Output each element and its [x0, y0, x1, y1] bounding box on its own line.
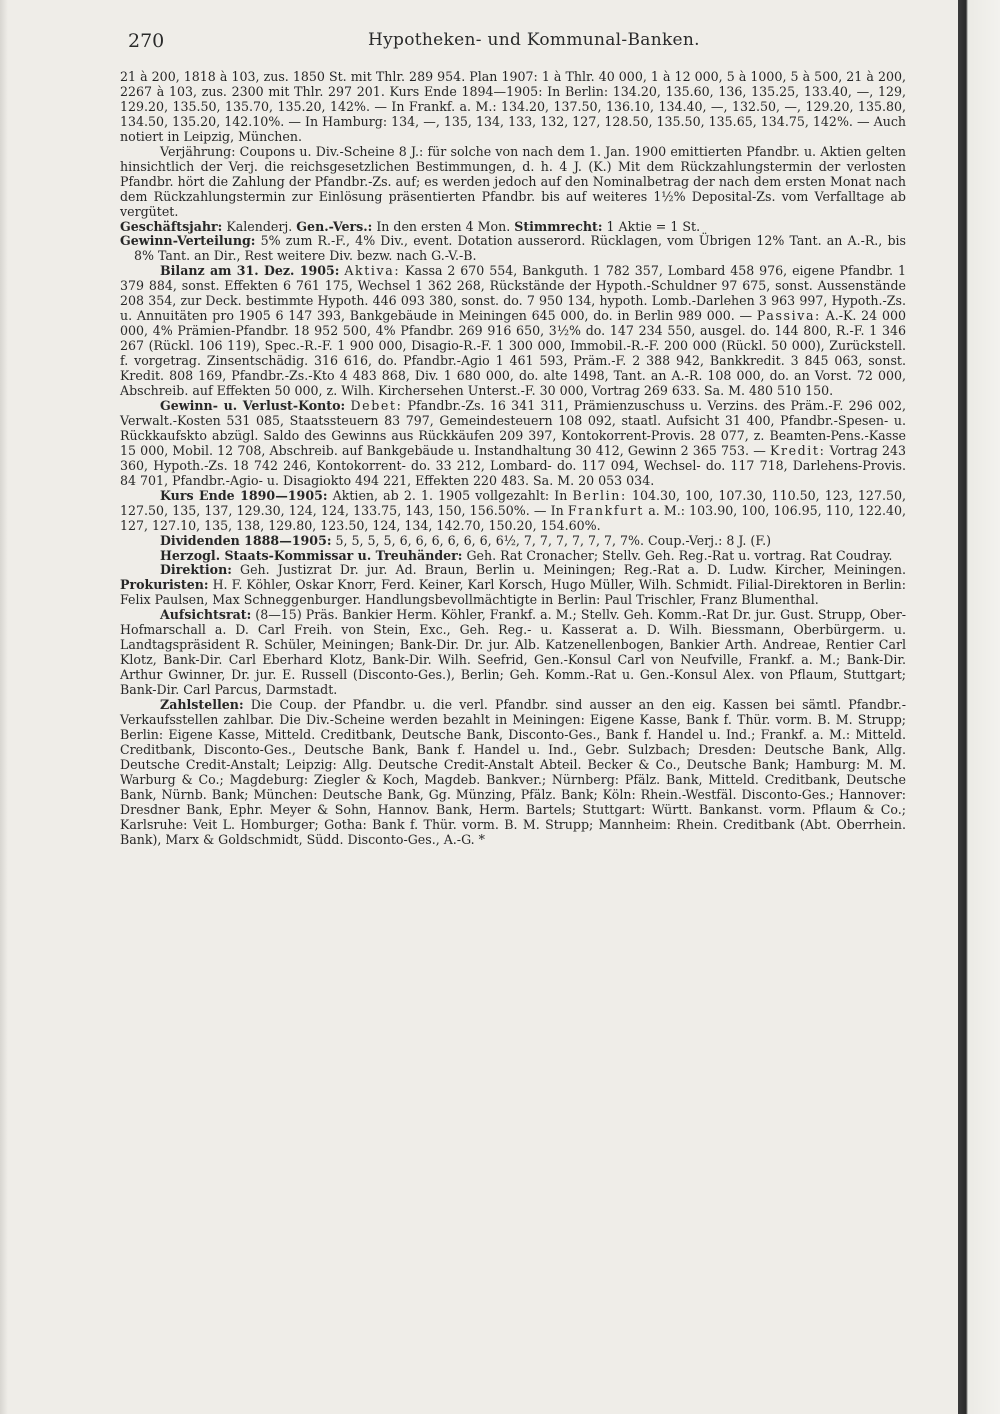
geschaeftsjahr-label: Geschäftsjahr:	[120, 218, 223, 234]
aufsichtsrat-entry	[120, 608, 906, 698]
book-spine-edge	[958, 0, 1000, 1414]
passiva-text: A.-K. 24 000 000, 4% Prämien-Pfandbr. 18 952 500, 4% Pfandbr. 269 916 650, 3½% do. 147 234 550, ausgel. do. 144 800, R.-F. 1 346 267 (Rückl. 106 119), Spec.-R.-F. 1 900 000, Disagio-R.-F. 1 300 000, Immobil.-R.-F. 200 000 (Rückl. 50 000), Zurückstell. f. vorgetrag. Zinsentschädig. 316 616, do. Pfandbr.-Agio 1 461 593, Präm.-F. 2 388 942, Bankkredit. 3 845 063, sonst. Kredit. 808 169, Pfandbr.-Zs.-Kto 4 483 868, Div. 1 680 000, do. alte 1498, Tant. an A.-R. 108 000, do. an Vorst. 72 000, Abschreib. auf Effekten 50 000, z. Wilh. Kirchersehen Unterst.-F. 30 000, Vortrag 269 633. Sa. M. 480 510 150.	[120, 308, 906, 399]
aktiva-label: Aktiva:	[344, 263, 401, 279]
direktion-label: Direktion:	[160, 562, 232, 578]
kurs-text-b: 104.30, 100, 107.30, 110.50, 123, 127.50, 127.50, 135, 137, 129.30, 124, 124, 133.75, 143, 150, 156.50%. — In	[120, 487, 906, 518]
gewinnverteilung-label: Gewinn-Verteilung:	[120, 233, 256, 249]
kurs-text-a: Aktien, ab 2. 1. 1905 vollgezahlt: In	[327, 487, 573, 503]
kommissar-text: Geh. Rat Cronacher; Stellv. Geh. Reg.-Rat u. vortrag. Rat Coudray.	[462, 547, 893, 563]
stimmrecht-label: Stimmrecht:	[514, 218, 603, 234]
direktion-entry	[120, 563, 906, 608]
kredit-text: Vortrag 243 360, Hypoth.-Zs. 18 742 246, Kontokorrent- do. 33 212, Lombard- do. 117 094, Wechsel- do. 117 718, Darlehens-Provis. 84 701, Pfandbr.-Agio- u. Disagiokto 494 221, Effekten 220 483. Sa. M. 20 053 034.	[120, 442, 906, 488]
kommissar-label: Herzogl. Staats-Kommissar u. Treuhänder:	[160, 547, 463, 563]
debet-label: Debet:	[350, 397, 403, 413]
passiva-label: Passiva:	[756, 308, 821, 324]
verjaehrung-paragraph: Verjährung: Coupons u. Div.-Scheine 8 J.: für solche von nach dem 1. Jan. 1900 emittierten Pfandbr. u. Aktien gelten hinsichtlich der Verj. die reichsgesetzlichen Bestimmungen, d. h. 4 J. (K.) Mit dem Rückzahlungstermin der verlosten Pfandbr. hört die Zahlung der Pfandbr.-Zs. auf; es werden jedoch auf den Nominalbetrag der nach dem ersten Monat nach dem Rückzahlungstermin zur Einlösung präsentierten Pfandbr. bis auf weiteres 1½% Deposital-Zs. vom Verfalltage ab vergütet.	[120, 143, 906, 219]
kredit-label: Kredit:	[769, 442, 826, 458]
gewinnverteilung-entry	[120, 234, 906, 264]
gen-vers-label: Gen.-Vers.:	[296, 218, 373, 234]
dividenden-label: Dividenden 1888—1905:	[160, 532, 332, 548]
prokuristen-text: H. F. Köhler, Oskar Knorr, Ferd. Keiner, Karl Korsch, Hugo Müller, Wilh. Schmidt. Filial-Direktoren in Berlin: Felix Paulsen, Max Schneggenburger. Handlungsbevollmächtigte in Berlin: Paul Trischler, Franz Blumenthal.	[120, 577, 906, 608]
debet-text: Pfandbr.-Zs. 16 341 311, Prämienzuschuss u. Verzins. des Präm.-F. 296 002, Verwalt.-Kosten 531 085, Staatssteuern 83 797, Gemeindesteuern 108 092, staatl. Aufsicht 31 400, Pfandbr.-Spesen- u. Rückkaufskto abzügl. Saldo des Gewinns aus Rückkäufen 209 397, Kontokorrent-Provis. 28 077, z. Beamten-Pens.-Kasse 15 000, Mobil. 12 708, Abschreib. auf Bankgebäude u. Instandhaltung 30 412, Gewinn 2 365 753. —	[120, 397, 907, 458]
kurs-frankfurt-label: Frankfurt	[567, 502, 645, 518]
kurs-label: Kurs Ende 1890—1905:	[160, 487, 328, 503]
stimmrecht-text: 1 Aktie = 1 St.	[602, 218, 701, 234]
kurs-berlin-label: Berlin:	[572, 487, 627, 503]
dividenden-text: 5, 5, 5, 5, 6, 6, 6, 6, 6, 6, 6½, 7, 7, 7, 7, 7, 7, 7%. Coup.-Verj.: 8 J. (F.)	[331, 532, 772, 548]
zahlstellen-text: Die Coup. der Pfandbr. u. die verl. Pfandbr. sind ausser an den eig. Kassen bei sämtl. Pfandbr.-Verkaufsstellen zahlbar. Die Div.-Scheine werden bezahlt in Meiningen: Eigene Kasse, Bank f. Thür. vorm. B. M. Strupp; Berlin: Eigene Kasse, Mitteld. Creditbank, Deutsche Bank, Disconto-Ges., Bank f. Handel u. Ind.; Frankf. a. M.: Mitteld. Creditbank, Disconto-Ges., Deutsche Bank, Bank f. Handel u. Ind., Gebr. Sulzbach; Dresden: Deutsche Bank, Allg. Deutsche Credit-Anstalt; Leipzig: Allg. Deutsche Credit-Anstalt Abteil. Becker & Co., Deutsche Bank; Hamburg: M. M. Warburg & Co.; Magdeburg: Ziegler & Koch, Magdeb. Bankver.; Nürnberg: Pfälz. Bank, Mitteld. Creditbank, Deutsche Bank, Nürnb. Bank; München: Deutsche Bank, Gg. Münzing, Pfälz. Bank; Köln: Rhein.-Westfäl. Disconto-Ges.; Hannover: Dresdner Bank, Ephr. Meyer & Sohn, Hannov. Bank, Herm. Bartels; Stuttgart: Württ. Bankanst. vorm. Pflaum & Co.; Karlsruhe: Veit L. Homburger; Gotha: Bank f. Thür. vorm. B. M. Strupp; Mannheim: Rhein. Creditbank (Abt. Oberrhein. Bank), Marx & Goldschmidt, Südd. Disconto-Ges., A.-G. *	[120, 697, 906, 847]
dividenden-entry	[120, 534, 906, 549]
running-head: Hypotheken- und Kommunal-Banken.	[368, 30, 700, 50]
page-number: 270	[128, 30, 165, 52]
gv-konto-label: Gewinn- u. Verlust-Konto:	[160, 397, 346, 413]
gen-vers-text: In den ersten 4 Mon.	[372, 218, 515, 234]
intro-paragraph: 21 à 200, 1818 à 103, zus. 1850 St. mit Thlr. 289 954. Plan 1907: 1 à Thlr. 40 000, 1 à 12 000, 5 à 1000, 5 à 500, 21 à 200, 2267 à 103, zus. 2300 mit Thlr. 297 201. Kurs Ende 1894—1905: In Berlin: 134.20, 135.60, 136, 135.25, 133.40, —, 129, 129.20, 135.50, 135.70, 135.20, 142%. — In Frankf. a. M.: 134.20, 137.50, 136.10, 134.40, —, 132.50, —, 129.20, 135.80, 134.50, 135.20, 142.10%. — In Hamburg: 134, —, 135, 134, 133, 132, 127, 128.50, 135.50, 135.65, 134.75, 142%. — Auch notiert in Leipzig, München.	[120, 69, 906, 144]
kurs-entry	[120, 489, 906, 534]
kurs-text-c: a. M.: 103.90, 100, 106.95, 110, 122.40, 127, 127.10, 135, 138, 129.80, 123.50, 124, 134, 142.70, 150.20, 154.60%.	[120, 502, 906, 533]
zahlstellen-label: Zahlstellen:	[160, 697, 244, 713]
gewinnverteilung-text: 5% zum R.-F., 4% Div., event. Dotation ausserord. Rücklagen, vom Übrigen 12% Tant. an A.-R., bis 8% Tant. an Dir., Rest weitere Div. bezw. nach G.-V.-B.	[134, 233, 906, 264]
page-left-edge	[0, 0, 8, 1414]
body-text	[120, 70, 906, 848]
zahlstellen-entry	[120, 698, 906, 848]
geschaeftsjahr-text: Kalenderj.	[222, 218, 297, 234]
bilanz-entry	[120, 264, 906, 399]
aufsichtsrat-text: (8—15) Präs. Bankier Herm. Köhler, Frankf. a. M.; Stellv. Geh. Komm.-Rat Dr. jur. Gust. Strupp, Ober-Hofmarschall a. D. Carl Freih. von Stein, Exc., Geh. Reg.- u. Kasserat a. D. Wilh. Biessmann, Oberbürgerm. u. Landtagspräsident R. Schüler, Meiningen; Bank-Dir. Dr. jur. Alb. Katzenellenbogen, Bankier Arth. Andreae, Rentier Carl Klotz, Bank-Dir. Carl Eberhard Klotz, Bank-Dir. Wilh. Seefrid, Gen.-Konsul Carl von Neufville, Frankf. a. M.; Bank-Dir. Arthur Gwinner, Dr. jur. E. Russell (Disconto-Ges.), Berlin; Geh. Komm.-Rat u. Gen.-Konsul Alex. von Pflaum, Stuttgart; Bank-Dir. Carl Parcus, Darmstadt.	[120, 607, 906, 698]
direktion-text: Geh. Justizrat Dr. jur. Ad. Braun, Berlin u. Meiningen; Reg.-Rat a. D. Ludw. Kircher, Meiningen.	[231, 562, 906, 578]
bilanz-label: Bilanz am 31. Dez. 1905:	[160, 263, 340, 279]
kommissar-entry	[120, 549, 906, 564]
gv-konto-entry	[120, 399, 906, 489]
aufsichtsrat-label: Aufsichtsrat:	[160, 607, 252, 623]
aktiva-text: Kassa 2 670 554, Bankguth. 1 782 357, Lombard 458 976, eigene Pfandbr. 1 379 884, sonst. Effekten 6 761 175, Wechsel 1 362 268, Rückstände der Hypoth.-Schuldner 97 675, sonst. Aussenstände 208 354, zur Deck. bestimmte Hypoth. 446 093 380, sonst. do. 7 950 134, hypoth. Lomb.-Darlehen 3 963 997, Hypoth.-Zs. u. Annuitäten pro 1905 6 147 393, Bankgebäude in Meiningen 645 000, do. in Berlin 989 000. —	[120, 263, 906, 324]
prokuristen-label: Prokuristen:	[120, 577, 209, 593]
